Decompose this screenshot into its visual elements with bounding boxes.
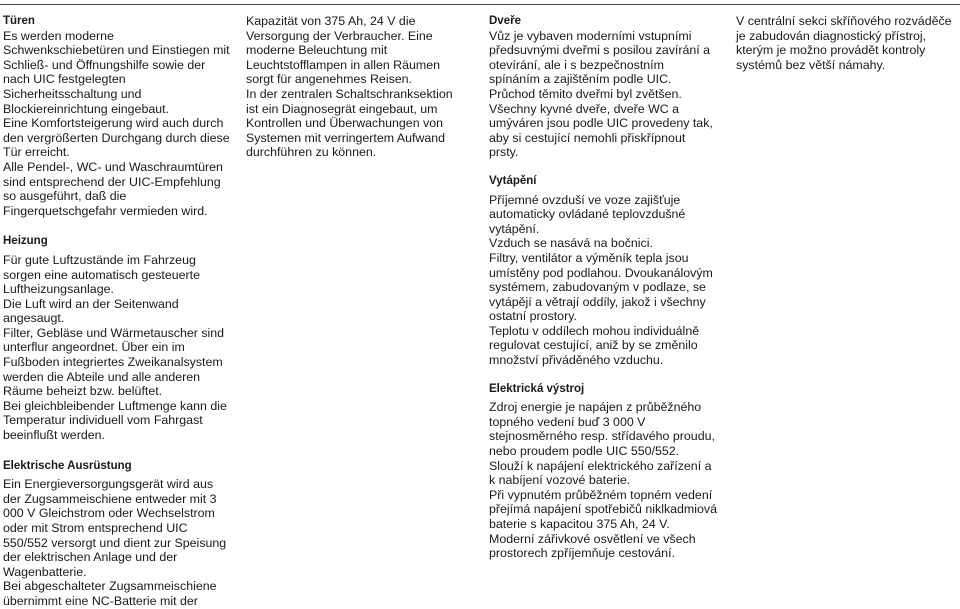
paragraph: Für gute Luftzustände im Fahrzeug sorgen eine automatisch gesteuerte Luftheizungsanlage.	[3, 252, 200, 297]
paragraph: Kapazität von 375 Ah, 24 V die Versorgung der Verbraucher. Eine moderne Beleuchtung mit Leuchtstofflampen in allen Räumen sorgt für angenehmes Reisen.	[246, 14, 441, 87]
paragraph: Zdroj energie je napájen z průběžného topného vedení buď 3 000 V stejnosměrného resp. střídavého proudu, nebo proudem podle UIC 550/552.	[489, 400, 715, 459]
heading-heating-de: Heizung	[3, 235, 48, 248]
paragraph: Teplotu v oddílech mohou individuálně regulovat cestující, aniž by se změnilo množství přiváděného vzduchu.	[489, 323, 700, 368]
column-czech-2	[736, 14, 958, 72]
paragraph: Filtry, ventilátor a výměník tepla jsou umístěny pod podlahou. Dvoukanálovým systémem, zabudovaným v podlaze, se vytápějí a větrají oddíly, jakož i všechny ostatní prostory.	[489, 250, 713, 324]
paragraph: Filter, Gebläse und Wärmetauscher sind unterflur angeordnet. Über ein im Fußboden integriertes Zweikanalsystem werden die Abteile und alle anderen Räume beheizt bzw. belüftet.	[3, 325, 225, 399]
column-german-2	[246, 14, 466, 160]
paragraph: Bei abgeschalteter Zugsammeischiene übernimmt eine NC-Batterie mit der	[3, 579, 217, 608]
paragraph: V centrální sekci skříňového rozváděče je zabudován diagnostický přístroj, kterým je možno provádět kontroly systémů bez větší námahy.	[736, 14, 952, 72]
column-german-1	[3, 14, 231, 609]
paragraph: Die Luft wird an der Seitenwand angesaugt.	[3, 296, 179, 326]
paragraph: Alle Pendel-, WC- und Waschraumtüren sind entsprechend der UIC-Empfehlung so ausgeführt, daß die Fingerquetschgefahr vermieden wird.	[3, 159, 223, 218]
paragraph: Všechny kyvné dveře, dveře WC a umýváren jsou podle UIC provedeny tak, aby si cestující nemohli přiskřípnout prsty.	[489, 101, 713, 160]
top-rule	[0, 4, 960, 5]
paragraph: Vůz je vybaven moderními vstupními předsuvnými dveřmi s posilou zavírání a otevírání, ale i s bezpečnostním spínáním a zajištěním podle UIC. Průchod těmito dveřmi byl zvětšen.	[489, 28, 711, 101]
paragraph: Při vypnutém průběžném topném vedení přejímá napájení spotřebičů niklkadmiová baterie s kapacitou 375 Ah, 24 V. Moderní zářivkové osvětlení ve všech prostorech zpříjemňuje cestování.	[489, 487, 717, 561]
paragraph: Es werden moderne Schwenkschiebetüren und Einstiegen mit Schließ- und Öffnungshilfe sowie der nach UIC festgelegten Sicherheitsschaltung und Blockiereinrichtung eingebaut.	[3, 28, 230, 116]
paragraph: Příjemné ovzduší ve voze zajišťuje automaticky ovládané teplovzdušné vytápění.	[489, 192, 686, 236]
paragraph: Vzduch se nasává na bočnici.	[489, 236, 653, 251]
paragraph: In der zentralen Schaltschranksektion ist ein Diagnosegrät eingebaut, um Kontrollen und Überwachungen von Systemen mit verringertem Aufwand durchführen zu können.	[246, 86, 453, 160]
paragraph: Slouží k napájení elektrického zařízení a k nabíjení vozové baterie.	[489, 458, 712, 488]
heading-electrical-cz: Elektrická výstroj	[489, 382, 585, 395]
heading-doors-de: Türen	[3, 15, 35, 27]
paragraph: Eine Komfortsteigerung wird auch durch den vergrößerten Durchgang durch diese Tür erreicht.	[3, 116, 230, 160]
heading-heating-cz: Vytápění	[489, 174, 537, 187]
column-czech-1	[489, 14, 717, 561]
paragraph: Ein Energieversorgungsgerät wird aus der Zugsammeischiene entweder mit 3 000 V Gleichstrom oder Wechselstrom oder mit Strom entsprechend UIC 550/552 versorgt und dient zur Speisung der elektrischen Anlage und der Wagenbatterie.	[3, 477, 227, 579]
heading-doors-cz: Dveře	[489, 15, 521, 27]
paragraph: Bei gleichbleibender Luftmenge kann die Temperatur individuell vom Fahrgast beeinflußt werden.	[3, 398, 227, 443]
heading-electrical-de: Elektrische Ausrüstung	[3, 459, 132, 472]
